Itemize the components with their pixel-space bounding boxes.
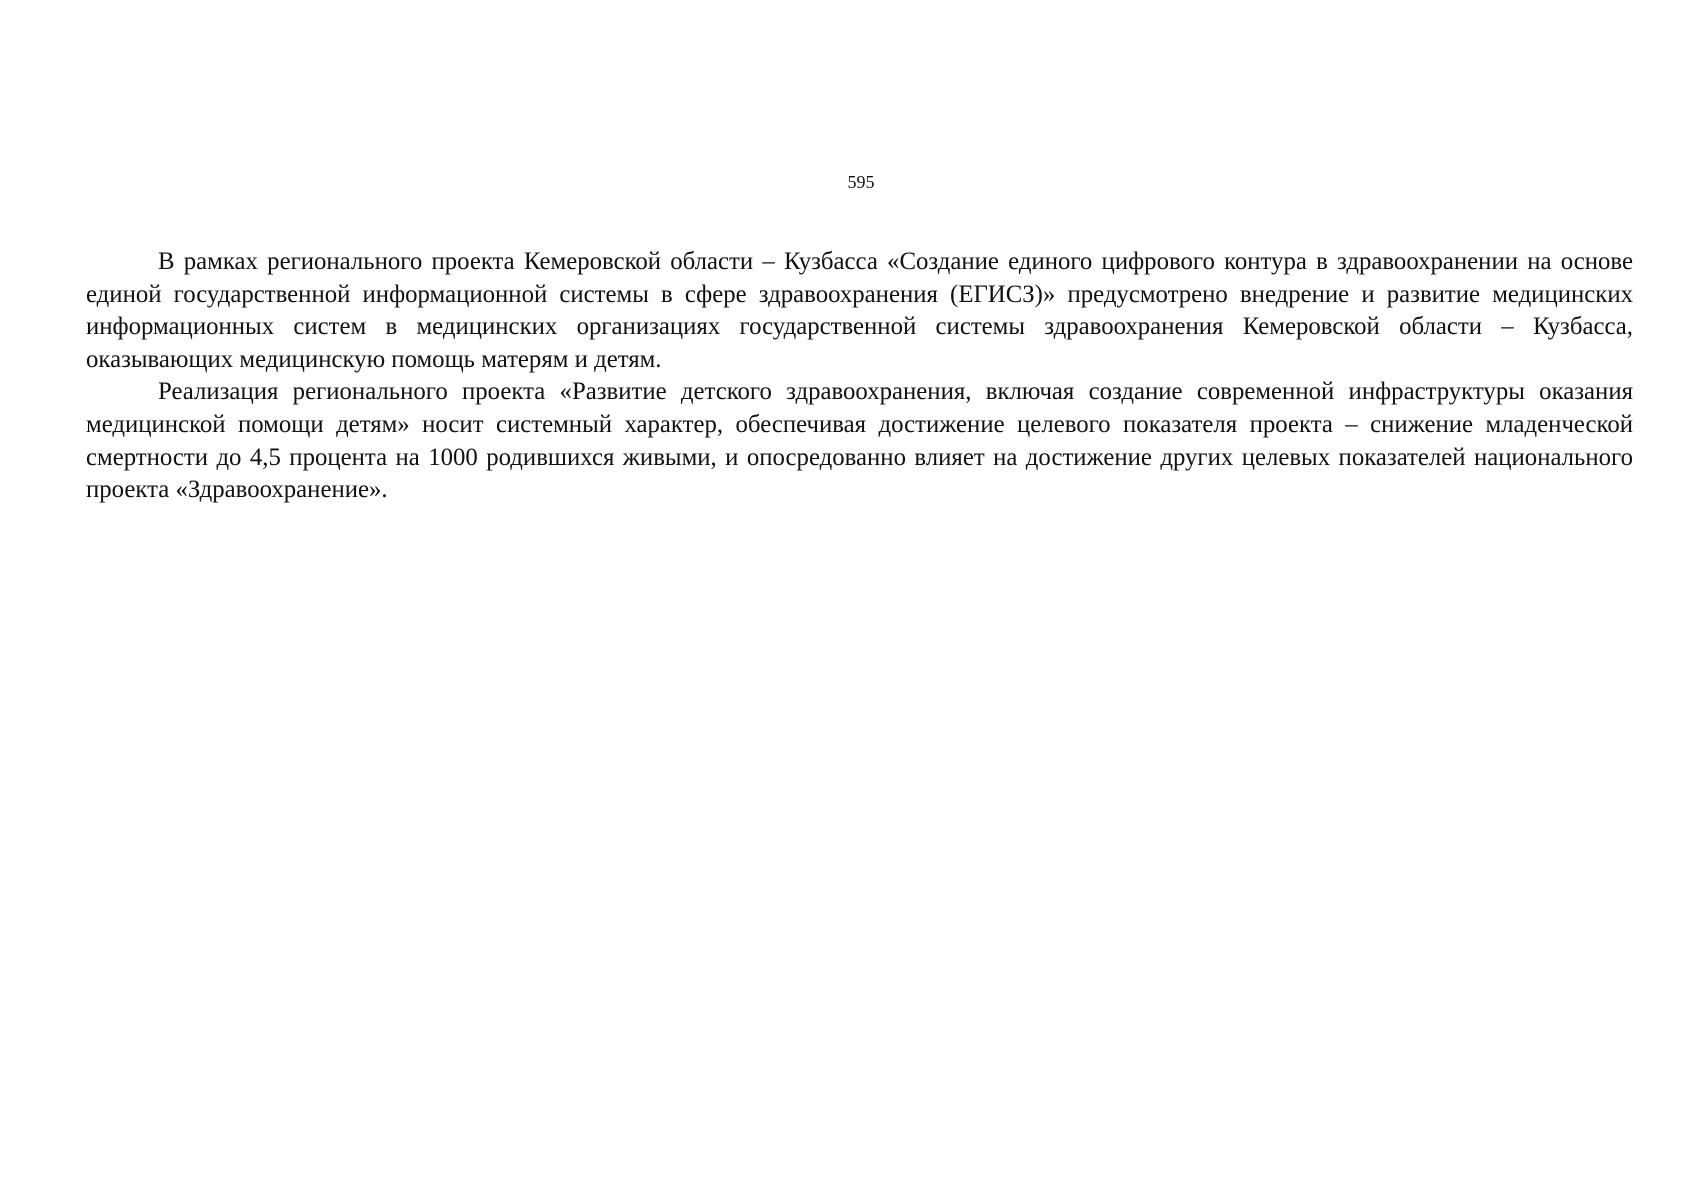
page-number: 595 <box>847 172 875 192</box>
paragraph-digital-contour: В рамках регионального проекта Кемеровской области – Кузбасса «Создание единого цифрового контура в здравоохранении на основе единой государственной информационной системы в сфере здравоохранения (ЕГИСЗ)» предусмотрено внедрение и развитие медицинских информационных систем в медицинских организациях государственной системы здравоохранения Кемеровской области – Кузбасса, оказывающих медицинскую помощь матерям и детям. <box>86 248 1633 373</box>
paragraph-child-healthcare: Реализация регионального проекта «Развитие детского здравоохранения, включая создание современной инфраструктуры оказания медицинской помощи детям» носит системный характер, обеспечивая достижение целевого показателя проекта – снижение младенческой смертности до 4,5 процента на 1000 родившихся живыми, и опосредованно влияет на достижение других целевых показателей национального проекта «Здравоохранение». <box>86 378 1633 504</box>
document-body <box>86 246 1633 507</box>
